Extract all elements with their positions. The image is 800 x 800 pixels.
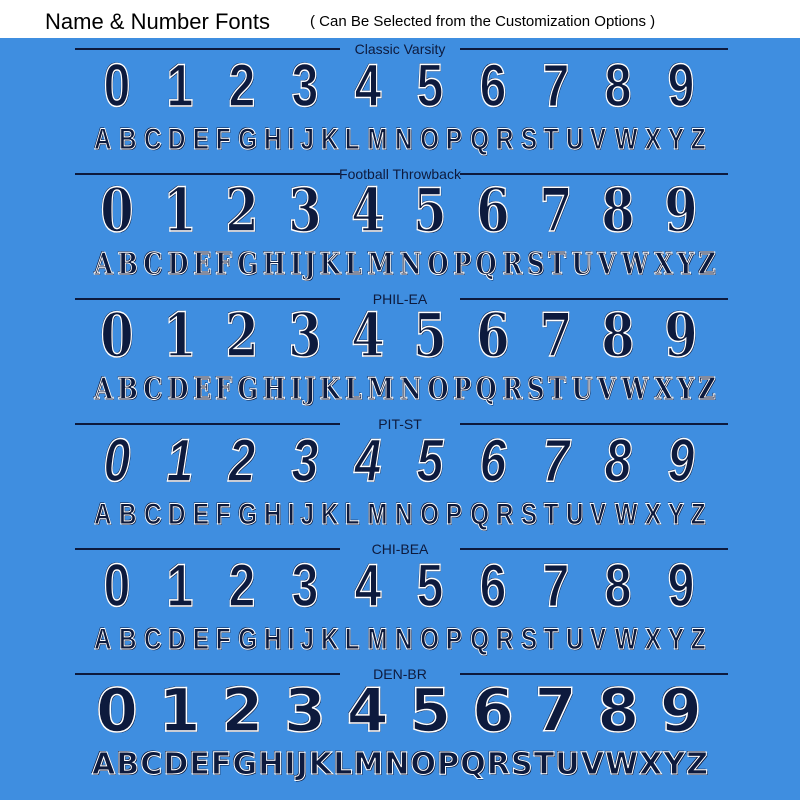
letter-glyph: N xyxy=(384,747,410,782)
letter-glyph: D xyxy=(167,247,188,282)
letter-glyph: V xyxy=(597,372,616,407)
letter-glyph: G xyxy=(238,623,257,656)
letter-glyph: F xyxy=(216,498,231,531)
letter-glyph: U xyxy=(565,123,584,156)
letter-glyph: X xyxy=(645,498,662,531)
digit-row xyxy=(88,676,710,746)
letter-glyph: G xyxy=(238,123,257,156)
divider-line xyxy=(460,673,728,675)
letter-glyph: L xyxy=(345,498,360,531)
letter-glyph: D xyxy=(168,123,186,156)
letter-glyph: I xyxy=(288,123,295,156)
digit-glyph: 4 xyxy=(354,552,381,619)
letter-glyph: Q xyxy=(469,623,489,656)
letter-glyph: I xyxy=(284,747,296,782)
letter-glyph: Z xyxy=(691,498,706,531)
digit-glyph: 3 xyxy=(291,552,319,619)
letter-glyph: P xyxy=(446,498,463,531)
digit-glyph: 4 xyxy=(354,52,381,119)
digit-glyph: 5 xyxy=(416,52,444,119)
letter-glyph: P xyxy=(453,372,472,407)
letter-glyph: E xyxy=(193,498,210,531)
letter-glyph: K xyxy=(308,747,333,782)
digit-glyph: 1 xyxy=(162,176,197,246)
digit-glyph: 1 xyxy=(162,301,197,371)
digit-glyph: 6 xyxy=(479,52,507,119)
letter-glyph: E xyxy=(193,123,210,156)
letter-glyph: W xyxy=(621,247,649,282)
digit-glyph: 5 xyxy=(416,427,444,494)
digit-glyph: 7 xyxy=(542,52,569,119)
letter-row xyxy=(92,245,717,285)
digit-glyph: 0 xyxy=(103,52,131,119)
letter-glyph: B xyxy=(117,372,139,407)
letter-glyph: P xyxy=(437,747,460,782)
digit-glyph: 8 xyxy=(597,676,640,746)
digit-glyph: 9 xyxy=(664,301,698,371)
digit-glyph: 8 xyxy=(604,427,632,494)
letter-row xyxy=(92,745,708,785)
letter-glyph: Y xyxy=(668,623,685,656)
letter-glyph: F xyxy=(215,372,233,407)
letter-glyph: I xyxy=(290,372,302,407)
letter-glyph: R xyxy=(496,123,514,156)
digit-glyph: 8 xyxy=(601,301,635,371)
letter-glyph: W xyxy=(621,372,649,407)
digit-glyph: 9 xyxy=(667,552,695,619)
letter-glyph: K xyxy=(320,623,339,656)
digit-glyph: 3 xyxy=(284,676,326,746)
letter-glyph: J xyxy=(300,623,314,656)
letter-glyph: U xyxy=(565,623,584,656)
letter-glyph: B xyxy=(118,123,137,156)
letter-glyph: L xyxy=(345,123,360,156)
letter-glyph: M xyxy=(367,498,388,531)
letter-glyph: D xyxy=(167,372,188,407)
letter-glyph: H xyxy=(263,247,286,282)
letter-glyph: Q xyxy=(476,247,498,282)
letter-glyph: E xyxy=(192,247,212,282)
letter-glyph: N xyxy=(395,498,413,531)
digit-row xyxy=(88,301,710,371)
letter-glyph: T xyxy=(548,247,567,282)
letter-glyph: P xyxy=(453,247,472,282)
letter-glyph: Z xyxy=(698,247,717,282)
digit-glyph: 5 xyxy=(409,676,452,746)
letter-glyph: I xyxy=(288,623,295,656)
letter-row xyxy=(92,120,708,160)
letter-glyph: L xyxy=(333,747,353,782)
letter-glyph: C xyxy=(143,623,162,656)
digit-glyph: 8 xyxy=(604,52,632,119)
letter-glyph: A xyxy=(94,247,113,282)
font-section xyxy=(0,415,800,540)
letter-glyph: Y xyxy=(668,123,685,156)
digit-glyph: 7 xyxy=(534,676,577,746)
letter-glyph: L xyxy=(345,623,360,656)
letter-glyph: O xyxy=(410,747,437,782)
letter-glyph: Y xyxy=(677,247,695,282)
letter-glyph: J xyxy=(296,747,308,782)
digit-glyph: 2 xyxy=(228,552,256,619)
letter-glyph: P xyxy=(446,123,463,156)
letter-glyph: T xyxy=(543,498,559,531)
font-section xyxy=(0,540,800,665)
digit-glyph: 4 xyxy=(354,427,381,494)
letter-glyph: X xyxy=(654,247,673,282)
digit-glyph: 6 xyxy=(476,176,510,246)
digit-glyph: 0 xyxy=(100,301,134,371)
digit-row xyxy=(88,554,710,618)
letter-glyph: B xyxy=(118,623,137,656)
letter-glyph: U xyxy=(555,747,580,782)
letter-glyph: O xyxy=(427,247,449,282)
digit-glyph: 7 xyxy=(538,176,573,246)
letter-glyph: Z xyxy=(698,372,717,407)
letter-glyph: S xyxy=(520,123,537,156)
letter-glyph: T xyxy=(533,747,555,782)
letter-glyph: J xyxy=(300,123,314,156)
letter-glyph: K xyxy=(319,372,341,407)
letter-glyph: G xyxy=(232,747,258,782)
letter-glyph: T xyxy=(543,623,559,656)
letter-glyph: M xyxy=(367,247,395,282)
letter-glyph: V xyxy=(590,123,607,156)
letter-glyph: H xyxy=(264,123,282,156)
letter-glyph: Y xyxy=(668,498,685,531)
letter-glyph: S xyxy=(520,498,537,531)
digit-glyph: 5 xyxy=(413,176,447,246)
letter-glyph: V xyxy=(590,498,607,531)
letter-row xyxy=(92,370,717,410)
letter-glyph: N xyxy=(395,123,413,156)
digit-glyph: 8 xyxy=(601,176,635,246)
letter-glyph: M xyxy=(353,747,384,782)
digit-glyph: 9 xyxy=(667,52,695,119)
digit-row xyxy=(88,176,710,246)
letter-glyph: M xyxy=(367,623,388,656)
digit-glyph: 4 xyxy=(346,676,389,746)
digit-glyph: 7 xyxy=(542,427,569,494)
header-bar xyxy=(0,0,800,38)
letter-glyph: Q xyxy=(469,123,489,156)
digit-glyph: 2 xyxy=(228,427,256,494)
letter-glyph: R xyxy=(496,498,514,531)
letter-glyph: B xyxy=(117,247,139,282)
digit-glyph: 0 xyxy=(96,676,138,746)
digit-glyph: 6 xyxy=(479,552,507,619)
letter-glyph: J xyxy=(300,498,314,531)
font-name-label: PIT-ST xyxy=(378,416,422,432)
letter-glyph: R xyxy=(496,623,514,656)
digit-glyph: 2 xyxy=(221,676,264,746)
letter-glyph: C xyxy=(143,247,163,282)
digit-glyph: 2 xyxy=(228,52,256,119)
letter-glyph: D xyxy=(163,747,189,782)
letter-glyph: Y xyxy=(663,747,686,782)
divider-line xyxy=(460,48,728,50)
letter-glyph: A xyxy=(94,372,113,407)
letter-glyph: Z xyxy=(691,123,706,156)
letter-glyph: H xyxy=(264,498,282,531)
digit-glyph: 6 xyxy=(479,427,507,494)
digit-glyph: 5 xyxy=(416,552,444,619)
font-section xyxy=(0,40,800,165)
letter-glyph: C xyxy=(143,123,162,156)
digit-glyph: 1 xyxy=(158,676,201,746)
letter-glyph: H xyxy=(264,623,282,656)
digit-glyph: 6 xyxy=(472,676,514,746)
font-section xyxy=(0,165,800,290)
digit-glyph: 7 xyxy=(538,301,573,371)
letter-glyph: A xyxy=(94,123,112,156)
letter-glyph: X xyxy=(654,372,673,407)
letter-glyph: N xyxy=(395,623,413,656)
letter-glyph: R xyxy=(486,747,510,782)
page-subtitle: ( Can Be Selected from the Customization Options ) xyxy=(310,13,656,30)
font-name-label: DEN-BR xyxy=(373,666,427,682)
letter-glyph: K xyxy=(319,247,341,282)
font-name-label: Classic Varsity xyxy=(354,41,446,57)
letter-row xyxy=(92,495,708,535)
letter-glyph: M xyxy=(367,372,395,407)
letter-glyph: A xyxy=(94,623,112,656)
digit-glyph: 9 xyxy=(664,176,698,246)
letter-glyph: Q xyxy=(460,747,486,782)
letter-glyph: V xyxy=(580,747,604,782)
digit-glyph: 3 xyxy=(291,427,319,494)
letter-glyph: J xyxy=(304,372,316,407)
letter-glyph: X xyxy=(639,747,663,782)
letter-glyph: U xyxy=(565,498,584,531)
letter-glyph: X xyxy=(645,623,662,656)
letter-glyph: T xyxy=(548,372,567,407)
divider-line xyxy=(460,548,728,550)
letter-glyph: Z xyxy=(691,623,706,656)
letter-glyph: X xyxy=(645,123,662,156)
letter-glyph: W xyxy=(614,623,638,656)
letter-glyph: F xyxy=(215,247,233,282)
letter-glyph: S xyxy=(511,747,533,782)
letter-glyph: B xyxy=(118,498,137,531)
letter-glyph: O xyxy=(420,623,439,656)
letter-glyph: H xyxy=(258,747,284,782)
letter-glyph: E xyxy=(192,372,212,407)
letter-glyph: G xyxy=(237,247,258,282)
digit-glyph: 1 xyxy=(166,52,194,119)
letter-glyph: L xyxy=(345,247,363,282)
letter-glyph: K xyxy=(320,123,339,156)
digit-row xyxy=(88,54,710,118)
letter-glyph: U xyxy=(571,372,593,407)
letter-glyph: F xyxy=(216,623,231,656)
letter-glyph: W xyxy=(604,747,639,782)
divider-line xyxy=(460,423,728,425)
letter-glyph: G xyxy=(238,498,257,531)
letter-glyph: I xyxy=(288,498,295,531)
font-section xyxy=(0,665,800,790)
letter-glyph: B xyxy=(116,747,140,782)
letter-glyph: M xyxy=(367,123,388,156)
letter-glyph: S xyxy=(526,372,545,407)
letter-glyph: O xyxy=(420,498,439,531)
digit-glyph: 8 xyxy=(604,552,632,619)
letter-glyph: H xyxy=(263,372,286,407)
divider-line xyxy=(460,173,728,175)
font-name-label: Football Throwback xyxy=(339,166,461,182)
letter-glyph: Q xyxy=(476,372,498,407)
letter-glyph: U xyxy=(571,247,593,282)
letter-glyph: J xyxy=(304,247,316,282)
letter-glyph: D xyxy=(168,623,186,656)
font-section xyxy=(0,290,800,415)
letter-glyph: V xyxy=(590,623,607,656)
letter-glyph: D xyxy=(168,498,186,531)
letter-glyph: Q xyxy=(469,498,489,531)
letter-glyph: I xyxy=(290,247,302,282)
digit-glyph: 5 xyxy=(413,301,447,371)
letter-glyph: P xyxy=(446,623,463,656)
letter-glyph: W xyxy=(614,123,638,156)
digit-glyph: 7 xyxy=(542,552,569,619)
letter-glyph: E xyxy=(189,747,210,782)
digit-glyph: 6 xyxy=(476,301,510,371)
letter-glyph: O xyxy=(420,123,439,156)
digit-glyph: 1 xyxy=(166,552,194,619)
digit-glyph: 3 xyxy=(288,176,322,246)
divider-line xyxy=(460,298,728,300)
letter-glyph: V xyxy=(597,247,616,282)
letter-glyph: N xyxy=(400,247,423,282)
letter-glyph: R xyxy=(502,372,523,407)
digit-glyph: 1 xyxy=(166,427,194,494)
font-name-label: CHI-BEA xyxy=(371,541,429,557)
letter-glyph: K xyxy=(320,498,339,531)
digit-glyph: 4 xyxy=(350,301,385,371)
letter-glyph: S xyxy=(520,623,537,656)
digit-glyph: 9 xyxy=(660,676,702,746)
digit-glyph: 4 xyxy=(350,176,385,246)
letter-glyph: R xyxy=(502,247,523,282)
digit-glyph: 0 xyxy=(100,176,134,246)
letter-glyph: G xyxy=(237,372,258,407)
letter-glyph: Y xyxy=(677,372,695,407)
digit-glyph: 0 xyxy=(103,427,131,494)
letter-row xyxy=(92,620,708,660)
letter-glyph: T xyxy=(543,123,559,156)
digit-glyph: 9 xyxy=(667,427,695,494)
digit-glyph: 2 xyxy=(225,301,260,371)
letter-glyph: L xyxy=(345,372,363,407)
letter-glyph: C xyxy=(143,498,162,531)
letter-glyph: S xyxy=(526,247,545,282)
letter-glyph: F xyxy=(210,747,232,782)
page-title: Name & Number Fonts xyxy=(45,9,270,34)
digit-glyph: 3 xyxy=(291,52,319,119)
letter-glyph: A xyxy=(94,498,112,531)
letter-glyph: W xyxy=(614,498,638,531)
digit-glyph: 2 xyxy=(225,176,260,246)
letter-glyph: C xyxy=(143,372,163,407)
letter-glyph: E xyxy=(193,623,210,656)
letter-glyph: C xyxy=(140,747,163,782)
letter-glyph: Z xyxy=(686,747,708,782)
font-name-label: PHIL-EA xyxy=(372,291,428,307)
digit-glyph: 3 xyxy=(288,301,322,371)
digit-glyph: 0 xyxy=(103,552,131,619)
letter-glyph: N xyxy=(400,372,423,407)
letter-glyph: A xyxy=(92,747,116,782)
letter-glyph: O xyxy=(427,372,449,407)
digit-row xyxy=(88,429,710,493)
letter-glyph: F xyxy=(216,123,231,156)
